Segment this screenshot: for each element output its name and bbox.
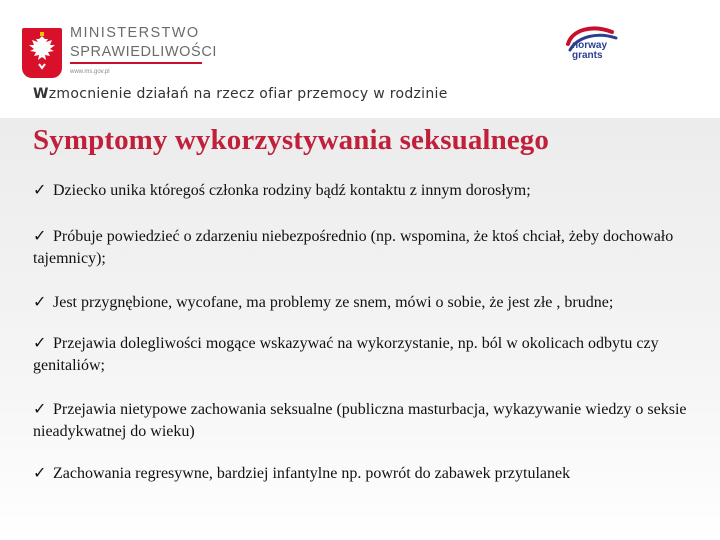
check-icon: ✓ (33, 228, 47, 245)
header (0, 0, 720, 118)
symptom-text: Przejawia dolegliwości mogące wskazywać na wykorzystanie, np. ból w okolicach odbytu czy genitaliów; (33, 335, 659, 374)
symptom-text: Zachowania regresywne, bardziej infantylne np. powrót do zabawek przytulanek (53, 465, 571, 482)
project-title-initial: W (33, 86, 49, 102)
check-icon: ✓ (33, 335, 47, 352)
ministry-name (70, 26, 217, 59)
symptom-item (33, 463, 718, 485)
norway-grants-line2: grants (572, 50, 603, 61)
symptom-item (33, 399, 718, 443)
symptom-text: Próbuje powiedzieć o zdarzeniu niebezpośrednio (np. wspomina, że ktoś chciał, żeby dochowało tajemnicy); (33, 228, 674, 267)
symptom-text: Przejawia nietypowe zachowania seksualne (publiczna masturbacja, wykazywanie wiedzy o seksie nieadykwatnej do wieku) (33, 401, 687, 440)
ministry-name-line2: SPRAWIEDLIWOŚCI (70, 43, 218, 60)
polish-eagle-crest-icon (22, 28, 62, 78)
symptom-item (33, 333, 718, 377)
project-title-rest: zmocnienie działań na rzecz ofiar przemocy w rodzinie (48, 86, 448, 102)
check-icon: ✓ (33, 294, 47, 311)
symptom-item (33, 292, 718, 314)
slide-title: Symptomy wykorzystywania seksualnego (33, 124, 549, 156)
check-icon: ✓ (33, 465, 47, 482)
ministry-name-line1: MINISTERSTWO (70, 25, 200, 41)
symptom-text: Dziecko unika któregoś członka rodziny bądź kontaktu z innym dorosłym; (53, 182, 531, 199)
check-icon: ✓ (33, 182, 47, 199)
symptom-item (33, 180, 718, 202)
norway-grants-line1: norway (572, 40, 608, 51)
project-title (33, 86, 448, 102)
symptom-text: Jest przygnębione, wycofane, ma problemy ze snem, mówi o sobie, że jest złe , brudne; (53, 294, 614, 311)
ministry-divider (70, 62, 202, 64)
norway-grants-logo (572, 41, 607, 61)
ministry-url: www.ms.gov.pl (70, 69, 110, 75)
check-icon: ✓ (33, 401, 47, 418)
symptom-item (33, 226, 718, 270)
